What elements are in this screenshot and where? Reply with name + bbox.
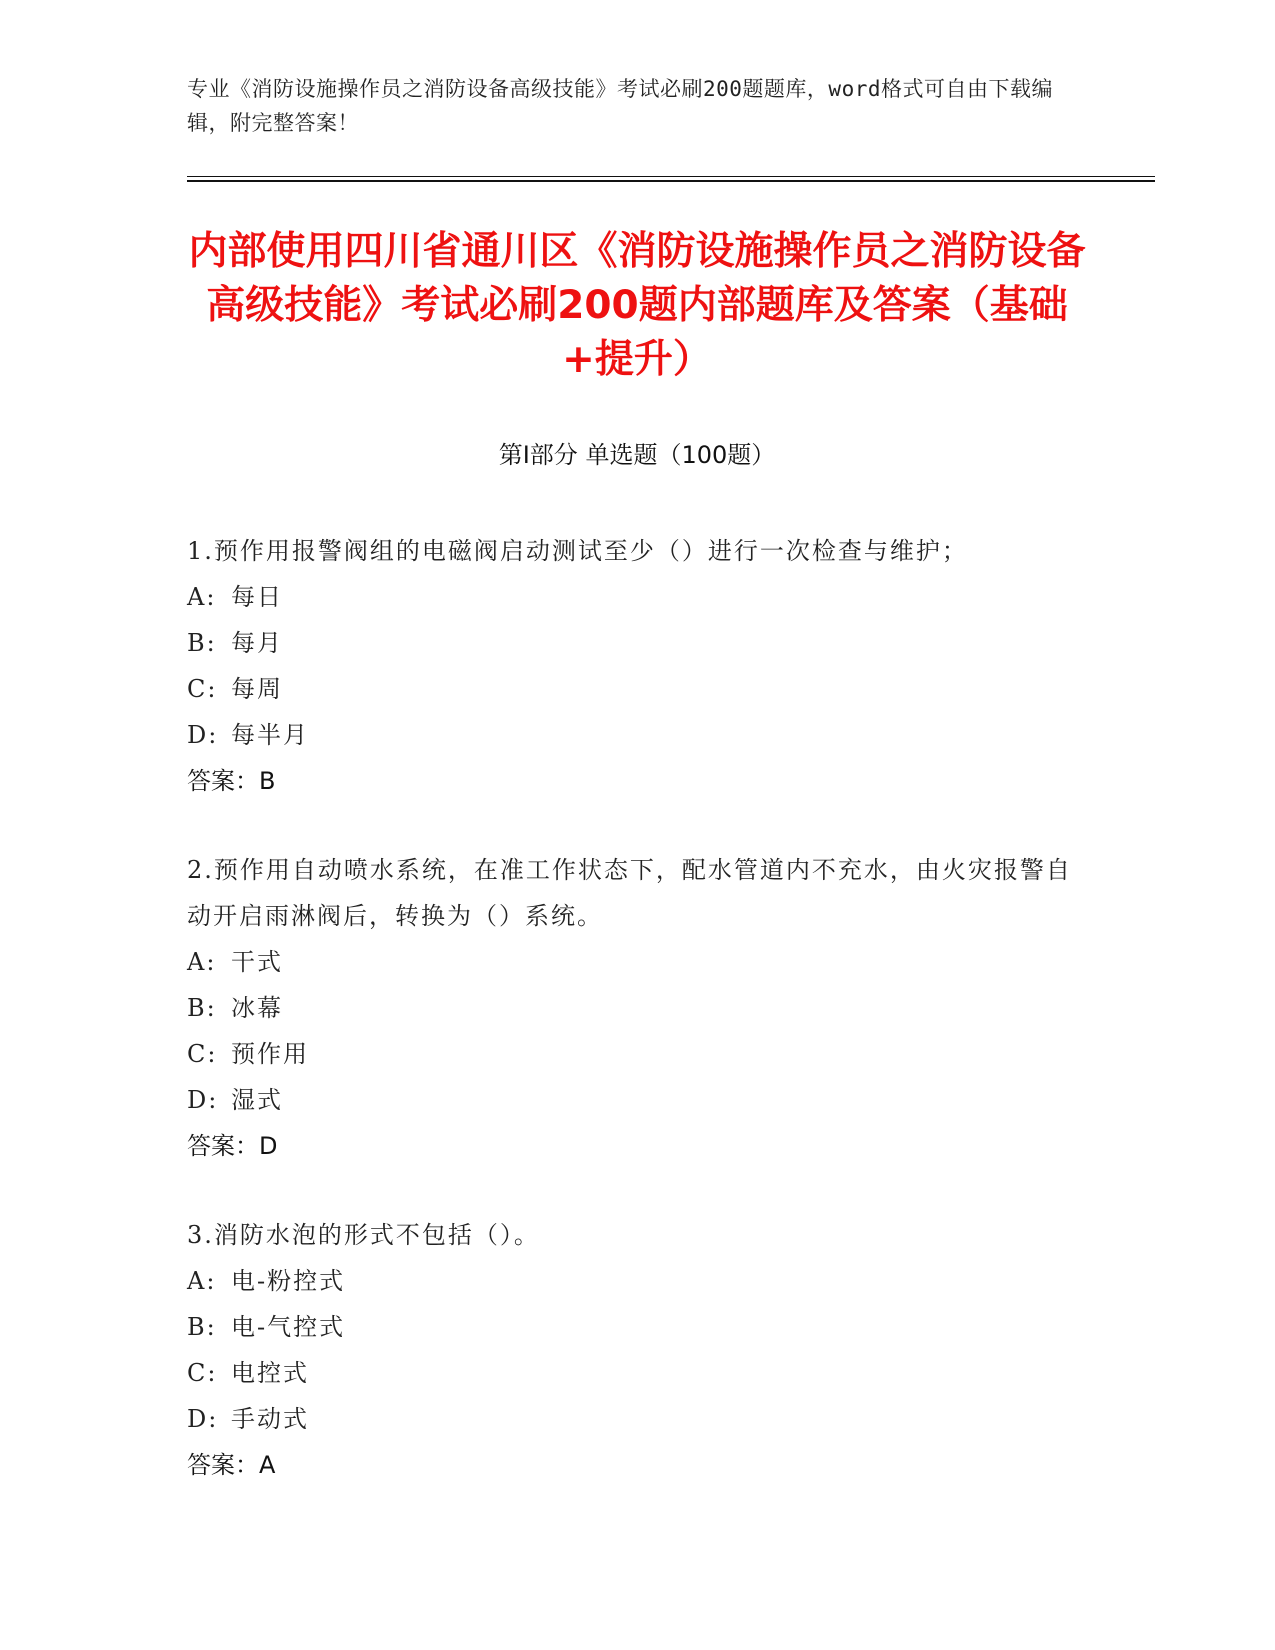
option-letter: B: (187, 629, 217, 657)
document-title: 内部使用四川省通川区《消防设施操作员之消防设备高级技能》考试必刷200题内部题库及答案（基础+提升） (188, 229, 1086, 382)
question-1 (187, 528, 1087, 804)
option-text: 湿式 (231, 1086, 283, 1114)
question-list (187, 528, 1087, 1531)
option-text: 干式 (231, 948, 283, 976)
option-letter: B: (187, 994, 217, 1022)
header-note: 专业《消防设施操作员之消防设备高级技能》考试必刷200题题库，word格式可自由下载编辑，附完整答案！ (187, 77, 1053, 135)
option-text: 每半月 (231, 721, 309, 749)
option-b (187, 1304, 1087, 1350)
option-text: 电-粉控式 (231, 1267, 346, 1295)
option-letter: C: (187, 1040, 218, 1068)
answer: 答案：D (187, 1132, 278, 1160)
option-letter: A: (187, 948, 217, 976)
option-d (187, 1077, 1087, 1123)
answer: 答案：B (187, 767, 276, 795)
option-letter: D: (187, 1405, 219, 1433)
option-letter: D: (187, 1086, 219, 1114)
option-letter: A: (187, 583, 217, 611)
option-d (187, 1396, 1087, 1442)
option-letter: B: (187, 1313, 217, 1341)
option-c (187, 1350, 1087, 1396)
option-a (187, 1258, 1087, 1304)
option-a (187, 574, 1087, 620)
option-letter: C: (187, 675, 218, 703)
option-text: 每月 (231, 629, 283, 657)
option-text: 冰幕 (231, 994, 283, 1022)
option-text: 预作用 (231, 1040, 309, 1068)
option-b (187, 620, 1087, 666)
option-text: 手动式 (231, 1405, 309, 1433)
question-stem: 3.消防水泡的形式不包括（）。 (187, 1221, 540, 1249)
option-a (187, 939, 1087, 985)
question-stem: 2.预作用自动喷水系统，在准工作状态下，配水管道内不充水，由火灾报警自动开启雨淋阀后，转换为（）系统。 (187, 856, 1072, 930)
option-letter: A: (187, 1267, 217, 1295)
answer: 答案：A (187, 1451, 276, 1479)
option-letter: C: (187, 1359, 218, 1387)
option-d (187, 712, 1087, 758)
question-3 (187, 1212, 1087, 1488)
option-letter: D: (187, 721, 219, 749)
question-2 (187, 847, 1087, 1169)
option-text: 电控式 (231, 1359, 309, 1387)
question-stem: 1.预作用报警阀组的电磁阀启动测试至少（）进行一次检查与维护； (187, 537, 968, 565)
section-title: 第Ⅰ部分 单选题（100题） (498, 441, 776, 469)
option-text: 每日 (231, 583, 283, 611)
option-b (187, 985, 1087, 1031)
option-text: 每周 (231, 675, 283, 703)
option-c (187, 1031, 1087, 1077)
header-divider-thin (187, 176, 1155, 177)
option-text: 电-气控式 (231, 1313, 346, 1341)
header-divider-thick (187, 180, 1155, 182)
option-c (187, 666, 1087, 712)
